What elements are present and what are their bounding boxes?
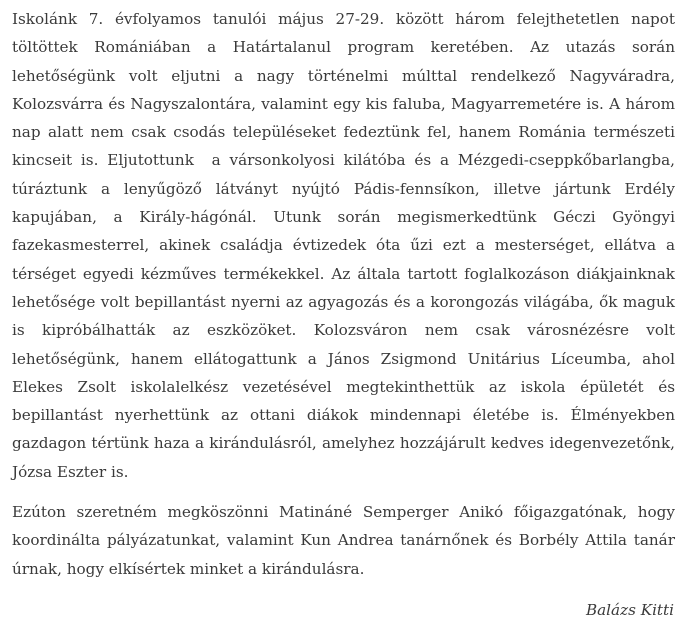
article-body	[12, 5, 680, 583]
article-paragraph-trip-report: Iskolánk 7. évfolyamos tanulói május 27-29. között három felejthetetlen napot töltöttek Romániában a Határtalanul program keretében. Az utazás során lehetőségünk volt eljutni a nagy történelmi múlttal rendelkező Nagyváradra, Kolozsvárra és Nagyszalontára, valamint egy kis faluba, Magyarremetére is. A három nap alatt nem csak csodás településeket fedeztünk fel, hanem Románia természeti kincseit is. Eljutottunk a vársonkolyosi kilátóba és a Mézgedi-cseppkőbarlangba, túráztunk a lenyűgöző látványt nyújtó Pádis-fennsíkon, illetve jártunk Erdély kapujában, a Király-hágónál. Utunk során megismerkedtünk Géczi Gyöngyi fazekasmesterrel, akinek családja évtizedek óta űzi ezt a mesterséget, ellátva a térséget egyedi kézműves termékekkel. Az általa tartott foglalkozáson diákjainknak lehetősége volt bepillantást nyerni az agyagozás és a korongozás világába, ők maguk is kipróbálhatták az eszközöket. Kolozsváron nem csak városnézésre volt lehetőségünk, hanem ellátogattunk a János Zsigmond Unitárius Líceumba, ahol Elekes Zsolt iskolalelkész vezetésével megtekinthettük az iskola épületét és bepillantást nyerhettünk az ottani diákok mindennapi életébe is. Élményekben gazdagon tértünk haza a kirándulásról, amelyhez hozzájárult kedves idegenvezetőnk, Józsa Eszter is.	[12, 10, 680, 481]
author-signature: Balázs Kitti	[585, 601, 674, 619]
article-paragraph-acknowledgements: Ezúton szeretném megköszönni Matináné Semperger Anikó főigazgatónak, hogy koordinálta pályázatunkat, valamint Kun Andrea tanárnőnek és Borbély Attila tanár úrnak, hogy elkísértek minket a kirándulásra.	[12, 503, 680, 578]
